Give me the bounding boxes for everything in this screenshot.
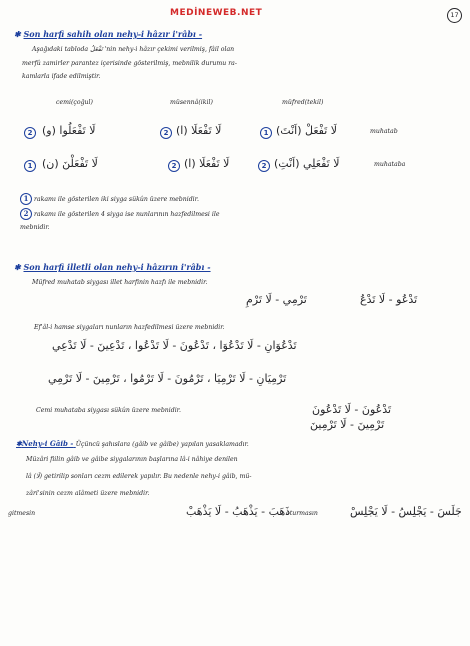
note-2	[20, 208, 220, 220]
section3-ex2-ar: ذَهَبَ - يَذْهَبُ - لَا يَذْهَبْ	[186, 505, 291, 518]
row2-mark-plural: 1	[24, 160, 36, 172]
row1-mark-plural: 2	[24, 127, 36, 139]
asterisk-icon: ✱	[14, 29, 21, 39]
note2-mark: 2	[20, 208, 32, 220]
row1-mark-singular: 1	[260, 127, 272, 139]
asterisk-icon: ✱	[14, 262, 21, 272]
section2-line2: Ef'âl-i hamse siygaları nunların hazfedilmesi üzere mebnidir.	[34, 324, 225, 331]
section2-ex1-a: تَدْعُو - لَا تَدْعُ	[360, 293, 418, 306]
note1-mark: 1	[20, 193, 32, 205]
section1-intro-3: kamlarla ifade edilmiştir.	[22, 73, 101, 80]
asterisk-icon: ✱	[16, 439, 22, 448]
watermark: MEDİNEWEB.NET	[170, 8, 263, 18]
section3-title-text: Nehy-i Gâib -	[21, 439, 74, 448]
section2-ex1-b: تَرْمِي - لَا تَرْمِ	[246, 293, 307, 306]
section1-title	[14, 29, 202, 39]
section3-line1-text: Üçüncü şahıslara (gâib ve gâibe) yapılan yasaklamadır.	[75, 441, 249, 448]
section2-title	[14, 262, 211, 272]
section3-line1	[16, 440, 249, 449]
section3-ex1-ar: جَلَسَ - يَجْلِسُ - لَا يَجْلِسْ	[350, 505, 462, 518]
section2-ex3: تَرْمِيَانِ - لَا تَرْمِيَا ، تَرْمُونَ - لَا تَرْمُوا ، تَرْمِينَ - لَا تَرْمِي	[48, 372, 287, 385]
section1-title-text: Son harfi sahih olan nehy-i hâzır i'râbı -	[23, 29, 203, 39]
header-dual: müsennâ(ikil)	[170, 99, 213, 106]
row1-dual: لَا تَفْعَلَا (ا)	[176, 124, 222, 137]
note2-text: rakamı ile gösterilen 4 siyga ise nunlarının hazfedilmesi ile	[33, 211, 220, 218]
section2-title-text: Son harfi illetli olan nehy-i hâzırın i'râbı -	[23, 262, 211, 272]
section3-ex2-tr: gitmesin	[8, 510, 36, 517]
row2-singular: لَا تَفْعَلِي (اَنْتِ)	[274, 157, 340, 170]
row1-label: muhatab	[370, 128, 398, 135]
row2-mark-dual: 2	[168, 160, 180, 172]
section1-intro-2: merfû zamirler parantez içerisinde gösterilmiş, mebnilik durumu ra-	[22, 60, 237, 67]
note-2-cont: mebnidir.	[20, 224, 50, 231]
table-row	[20, 157, 460, 173]
header-plural: cemi(çoğul)	[56, 99, 93, 106]
section3-line2: Müzâri fiilin gâib ve gâibe siygalarının başlarına lâ-i nâhiye denilen	[26, 456, 238, 463]
page-number: 17	[447, 8, 462, 23]
row1-plural: لَا تَفْعَلُوا (و)	[42, 124, 96, 137]
row1-mark-dual: 2	[160, 127, 172, 139]
row2-plural: لَا تَفْعَلْنَ (ن)	[42, 157, 98, 170]
section2-ex2: تَدْعُوَانِ - لَا تَدْعُوَا ، تَدْعُونَ - لَا تَدْعُوا ، تَدْعِينَ - لَا تَدْعِي	[52, 339, 297, 352]
section3-line4: zâri'sinin cezm alâmeti üzere mebnidir.	[26, 490, 150, 497]
section2-line1: Müfred muhatab siygası illet harfinin hazfı ile mebnidir.	[32, 279, 208, 286]
row1-singular: لَا تَفْعَلْ (اَنْتَ)	[276, 124, 338, 137]
section1-intro-1: Aşağıdaki tabloda تَفْعَلُ 'nin nehy-i hâzır çekimi verilmiş, fâil olan	[32, 46, 235, 53]
note1-text: rakamı ile gösterilen iki siyga sükûn üzere mebnidir.	[33, 196, 199, 203]
section3-ex1-tr: oturmasın	[286, 510, 318, 517]
section3-line3: lâ (لَا) getirilip sonları cezm edilerek yapılır. Bu nedenle nehy-i gâib, mü-	[26, 473, 252, 480]
row2-dual: لَا تَفْعَلَا (ا)	[184, 157, 230, 170]
section2-line3: Cemi muhataba siygası sükûn üzere mebnidir.	[36, 407, 181, 414]
note-1	[20, 193, 199, 205]
table-row	[20, 124, 460, 140]
section3-title	[16, 439, 76, 448]
row2-label: muhataba	[374, 161, 406, 168]
section2-ex4-b: تَرْمِينَ - لَا تَرْمِينَ	[310, 418, 385, 431]
header-singular: müfred(tekil)	[282, 99, 324, 106]
row2-mark-singular: 2	[258, 160, 270, 172]
section2-ex4-a: تَدْعُونَ - لَا تَدْعُونَ	[312, 403, 392, 416]
